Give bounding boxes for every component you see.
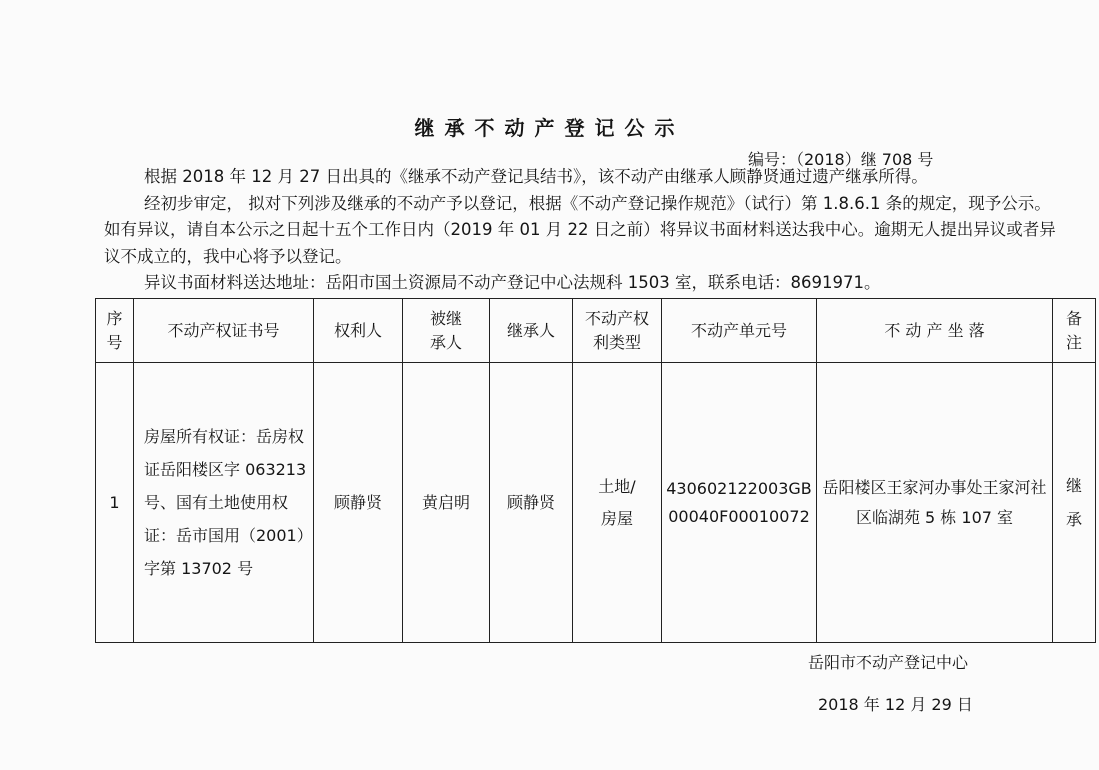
paragraph-review: 经初步审定， 拟对下列涉及继承的不动产予以登记，根据《不动产登记操作规范》（试行）第 1.8.6.1 条的规定，现予公示。如有异议，请自本公示之日起十五个工作日内（2019 年 01 月 22 日之前）将异议书面材料送达我中心。逾期无人提出异议或者异议不成立的，我中心将予以登记。 (104, 193, 1056, 266)
cell-unit-no: 430602122003GB00040F00010072 (662, 363, 817, 643)
cell-remark: 继承 (1053, 363, 1096, 643)
header-seq: 序号 (96, 299, 134, 363)
cell-seq: 1 (96, 363, 134, 643)
cell-heir: 顾静贤 (490, 363, 573, 643)
issuer-name: 岳阳市不动产登记中心 (808, 653, 969, 672)
table-row (96, 363, 1096, 643)
paragraph-basis: 根据 2018 年 12 月 27 日出具的《继承不动产登记具结书》，该不动产由继承人顾静贤通过遗产继承所得。 (144, 167, 928, 186)
header-cert-no: 不动产权证书号 (134, 299, 314, 363)
header-right-holder: 权利人 (314, 299, 403, 363)
header-heir: 继承人 (490, 299, 573, 363)
cell-right-type: 土地/房屋 (573, 363, 662, 643)
cell-decedent: 黄启明 (403, 363, 490, 643)
header-decedent: 被继承人 (403, 299, 490, 363)
header-location: 不 动 产 坐 落 (817, 299, 1053, 363)
header-unit-no: 不动产单元号 (662, 299, 817, 363)
notice-body (104, 164, 1059, 297)
header-right-type: 不动产权利类型 (573, 299, 662, 363)
table-header-row (96, 299, 1096, 363)
cell-right-holder: 顾静贤 (314, 363, 403, 643)
issue-date: 2018 年 12 月 29 日 (818, 695, 973, 714)
document-number: 编号：（2018）继 708 号 (748, 150, 934, 169)
page-title: 继承不动产登记公示 (414, 116, 685, 140)
registration-table (95, 298, 1096, 643)
cell-cert-no: 房屋所有权证：岳房权证岳阳楼区字 063213 号、国有土地使用权证：岳市国用（2001）字第 13702 号 (134, 363, 314, 643)
paragraph-address: 异议书面材料送达地址：岳阳市国土资源局不动产登记中心法规科 1503 室，联系电话：8691971。 (144, 273, 881, 292)
cell-location: 岳阳楼区王家河办事处王家河社区临湖苑 5 栋 107 室 (817, 363, 1053, 643)
header-remark: 备注 (1053, 299, 1096, 363)
